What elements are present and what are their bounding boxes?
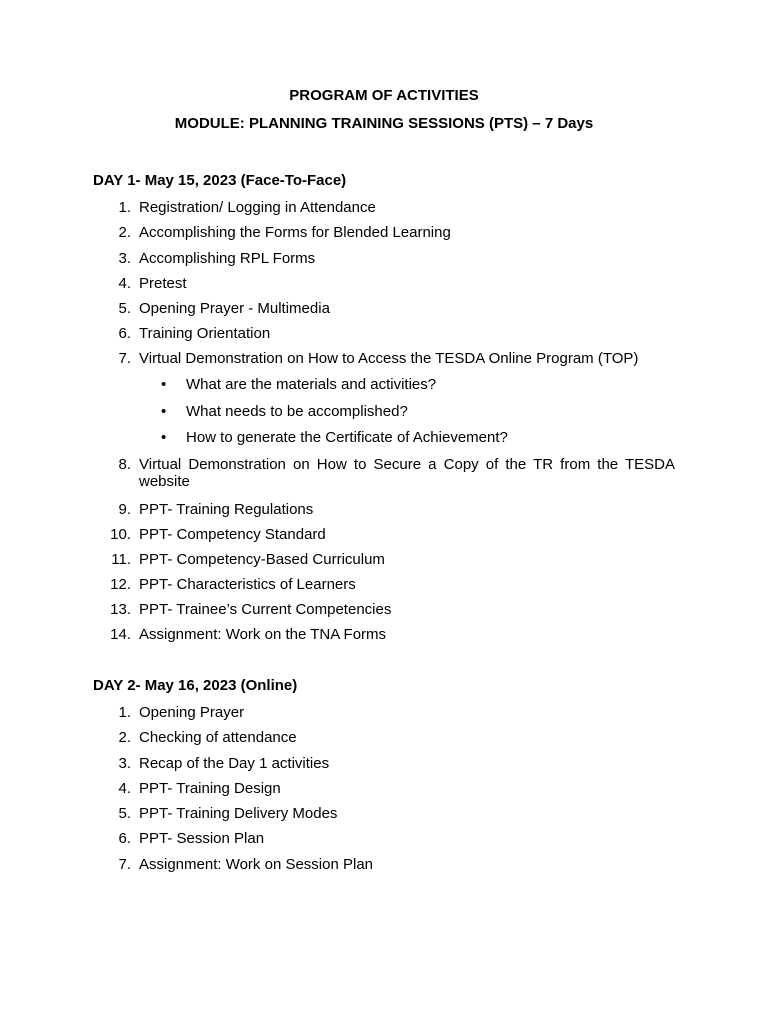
bullet-icon: • bbox=[161, 376, 167, 393]
item-number: 6. bbox=[118, 830, 131, 847]
item-text: Assignment: Work on Session Plan bbox=[139, 856, 374, 873]
bullet-icon: • bbox=[161, 403, 167, 420]
item-text: Assignment: Work on the TNA Forms bbox=[139, 626, 387, 643]
day-heading: DAY 2- May 16, 2023 (Online) bbox=[93, 677, 298, 694]
item-number: 2. bbox=[118, 224, 131, 241]
item-text: Registration/ Logging in Attendance bbox=[139, 199, 376, 216]
item-text: PPT- Trainee’s Current Competencies bbox=[139, 601, 392, 618]
document-title: PROGRAM OF ACTIVITIES bbox=[289, 87, 479, 104]
item-text: Opening Prayer - Multimedia bbox=[139, 300, 330, 317]
item-text: Pretest bbox=[139, 275, 187, 292]
item-number: 1. bbox=[118, 199, 131, 216]
item-number: 7. bbox=[118, 350, 131, 367]
day-heading: DAY 1- May 15, 2023 (Face-To-Face) bbox=[93, 172, 347, 189]
item-number: 10. bbox=[110, 526, 131, 543]
item-number: 9. bbox=[118, 501, 131, 518]
item-text: Virtual Demonstration on How to Access the TESDA Online Program (TOP) bbox=[139, 350, 639, 367]
bullet-icon: • bbox=[161, 429, 167, 446]
item-text: Accomplishing RPL Forms bbox=[139, 250, 316, 267]
item-text: PPT- Training Delivery Modes bbox=[139, 805, 338, 822]
item-number: 11. bbox=[111, 551, 131, 568]
module-title: MODULE: PLANNING TRAINING SESSIONS (PTS) – 7 Days bbox=[174, 115, 594, 132]
item-number: 2. bbox=[118, 729, 131, 746]
item-number: 4. bbox=[118, 275, 131, 292]
item-number: 13. bbox=[110, 601, 131, 618]
sub-item-text: What are the materials and activities? bbox=[186, 376, 437, 393]
item-text: PPT- Competency Standard bbox=[139, 526, 326, 543]
item-number: 3. bbox=[118, 250, 131, 267]
sub-item-text: What needs to be accomplished? bbox=[186, 403, 408, 420]
item-text: PPT- Training Design bbox=[139, 780, 281, 797]
item-number: 1. bbox=[118, 704, 131, 721]
item-text: PPT- Competency-Based Curriculum bbox=[139, 551, 385, 568]
item-number: 14. bbox=[110, 626, 131, 643]
item-text: Training Orientation bbox=[139, 325, 271, 342]
item-number: 12. bbox=[110, 576, 131, 593]
item-text: PPT- Session Plan bbox=[139, 830, 265, 847]
item-text: PPT- Training Regulations bbox=[139, 501, 314, 518]
item-text: Virtual Demonstration on How to Secure a Copy of the TR from the TESDA website bbox=[139, 456, 675, 490]
item-number: 6. bbox=[118, 325, 131, 342]
item-number: 5. bbox=[118, 300, 131, 317]
item-text: Checking of attendance bbox=[139, 729, 297, 746]
item-number: 7. bbox=[118, 856, 131, 873]
item-text: Accomplishing the Forms for Blended Learning bbox=[139, 224, 451, 241]
item-number: 4. bbox=[118, 780, 131, 797]
item-text: Recap of the Day 1 activities bbox=[139, 755, 330, 772]
item-text: PPT- Characteristics of Learners bbox=[139, 576, 356, 593]
sub-item-text: How to generate the Certificate of Achievement? bbox=[186, 429, 508, 446]
item-text: Opening Prayer bbox=[139, 704, 245, 721]
item-number: 5. bbox=[118, 805, 131, 822]
item-number: 8. bbox=[118, 456, 131, 473]
item-number: 3. bbox=[118, 755, 131, 772]
